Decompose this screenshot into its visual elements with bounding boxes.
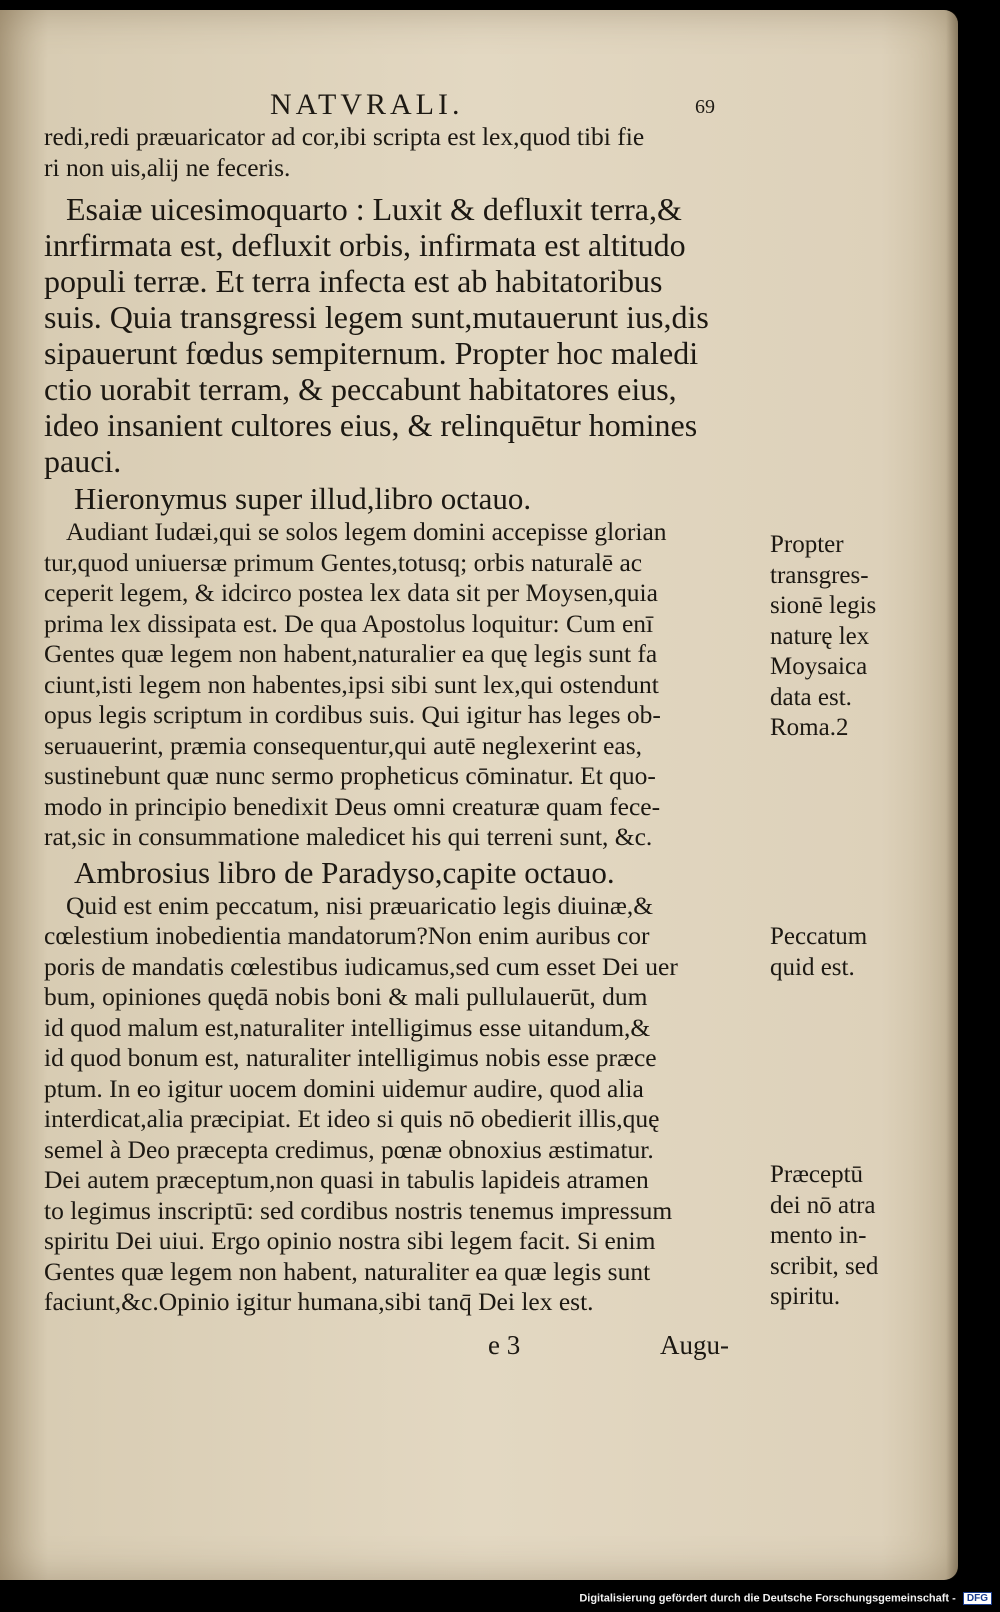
signature-mark: e 3 (488, 1330, 521, 1360)
heading-text: Ambrosius libro de Paradyso,capite octauo. (74, 854, 615, 890)
book-page (0, 10, 958, 1580)
text-line: faciunt,&c.Opinio igitur humana,sibi tanq̄ Dei lex est. (44, 1287, 594, 1316)
marginal-line: dei nō atra (770, 1191, 876, 1219)
text-line: pauci. (44, 443, 122, 479)
credit-text: Digitalisierung gefördert durch die Deutsche Forschungsgemeinschaft - (579, 1592, 956, 1605)
text-line: prima lex dissipata est. De qua Apostolus loquitur: Cum enī (44, 608, 654, 638)
text-line: spiritu Dei uiui. Ergo opinio nostra sibi legem facit. Si enim (44, 1226, 656, 1255)
text-line: semel à Deo præcepta credimus, pœnæ obnoxius æstimatur. (44, 1134, 654, 1164)
section-heading-hieronymus (44, 481, 756, 517)
dfg-logo: DFG (963, 1592, 992, 1605)
text-line: opus legis scriptum in cordibus suis. Qui igitur has leges ob- (44, 700, 661, 729)
marginal-line: transgres- (770, 561, 869, 589)
text-line: Dei autem præceptum,non quasi in tabulis lapideis atramen (44, 1165, 649, 1194)
heading-text: Hieronymus super illud,libro octauo. (74, 481, 532, 516)
main-text-block (44, 122, 756, 1318)
running-title: NATVRALI. (270, 88, 464, 121)
section-heading-ambrosius (44, 855, 756, 891)
text-line: redi,redi præuaricator ad cor,ibi scripta est lex,quod tibi fie (44, 122, 645, 151)
marginal-line: mento in- (770, 1222, 867, 1249)
text-line: to legimus inscriptū: sed cordibus nostris tenemus impressum (44, 1195, 673, 1225)
marginal-line: Roma.2 (770, 714, 849, 741)
text-line: cœlestium inobedientia mandatorum?Non enim auribus cor (44, 921, 650, 950)
text-line: bum, opiniones quędā nobis boni & mali pullulauerūt, dum (44, 982, 648, 1011)
text-line: Gentes quæ legem non habent, naturaliter ea quæ legis sunt (44, 1256, 651, 1286)
text-line: sipauerunt fœdus sempiternum. Propter hoc maledi (44, 335, 699, 371)
text-line: Gentes quæ legem non habent,naturalier ea quę legis sunt fa (44, 639, 658, 668)
text-line: ri non uis,alij ne feceris. (44, 152, 291, 182)
text-line: ciunt,isti legem non habentes,ipsi sibi sunt lex,qui ostendunt (44, 669, 659, 699)
marginal-line: Præceptū (770, 1161, 864, 1188)
text-line: tur,quod uniuersæ primum Gentes,totusq; orbis naturalē ac (44, 547, 643, 577)
text-line: modo in principio benedixit Deus omni creaturæ quam fece- (44, 791, 661, 821)
text-line: id quod malum est,naturaliter intelligimus esse uitandum,& (44, 1012, 651, 1042)
marginal-line: naturę lex (770, 622, 870, 650)
running-head (0, 88, 958, 124)
text-line: ceperit legem, & idcirco postea lex data sit per Moysen,quia (44, 578, 658, 607)
esaiae-paragraph (44, 191, 756, 479)
marginal-note-peccatum (770, 922, 940, 983)
text-line: populi terræ. Et terra infecta est ab habitatoribus (44, 263, 663, 299)
text-line: ctio uorabit terram, & peccabunt habitatores eius, (44, 371, 677, 407)
marginal-line: Moysaica (770, 653, 868, 680)
text-line: sustinebunt quæ nunc sermo propheticus cōminatur. Et quo- (44, 761, 656, 790)
folio-number: 69 (695, 96, 715, 118)
text-line: seruauerint, præmia consequentur,qui autē neglexerint eas, (44, 730, 643, 760)
text-line: Quid est enim peccatum, nisi præuaricatio legis diuinæ,& (66, 890, 654, 920)
text-line: id quod bonum est, naturaliter intelligimus nobis esse præce (44, 1043, 657, 1072)
marginal-line: scribit, sed (770, 1252, 879, 1280)
text-line: suis. Quia transgressi legem sunt,mutauerunt ius,dis (44, 299, 709, 335)
marginal-note-praeceptum (770, 1160, 940, 1313)
marginal-line: quid est. (770, 953, 855, 981)
ambrosius-paragraph (44, 891, 756, 1318)
catchline (0, 1330, 958, 1366)
text-line: poris de mandatis cœlestibus iudicamus,sed cum esset Dei uer (44, 951, 678, 981)
text-line: Esaiæ uicesimoquarto : Luxit & defluxit terra,& (66, 191, 682, 227)
opening-paragraph (44, 122, 756, 183)
marginal-note-propter (770, 530, 940, 744)
text-line: inrfirmata est, defluxit orbis, infirmata est altitudo (44, 227, 686, 263)
marginal-line: Peccatum (770, 923, 868, 950)
marginal-line: sionē legis (770, 592, 877, 619)
catchword: Augu- (660, 1330, 729, 1360)
text-line: rat,sic in consummatione maledicet his qui terreni sunt, &c. (44, 822, 653, 851)
marginal-line: spiritu. (770, 1283, 841, 1310)
marginal-line: Propter (770, 531, 844, 558)
text-line: interdicat,alia præcipiat. Et ideo si quis nō obedierit illis,quę (44, 1104, 660, 1133)
marginal-line: data est. (770, 683, 852, 711)
text-line: Audiant Iudæi,qui se solos legem domini accepisse glorian (66, 517, 667, 546)
text-line: ideo insanient cultores eius, & relinquētur homines (44, 407, 698, 443)
digitization-credit (579, 1592, 992, 1605)
text-line: ptum. In eo igitur uocem domini uidemur audire, quod alia (44, 1073, 644, 1103)
hieronymus-paragraph (44, 517, 756, 853)
